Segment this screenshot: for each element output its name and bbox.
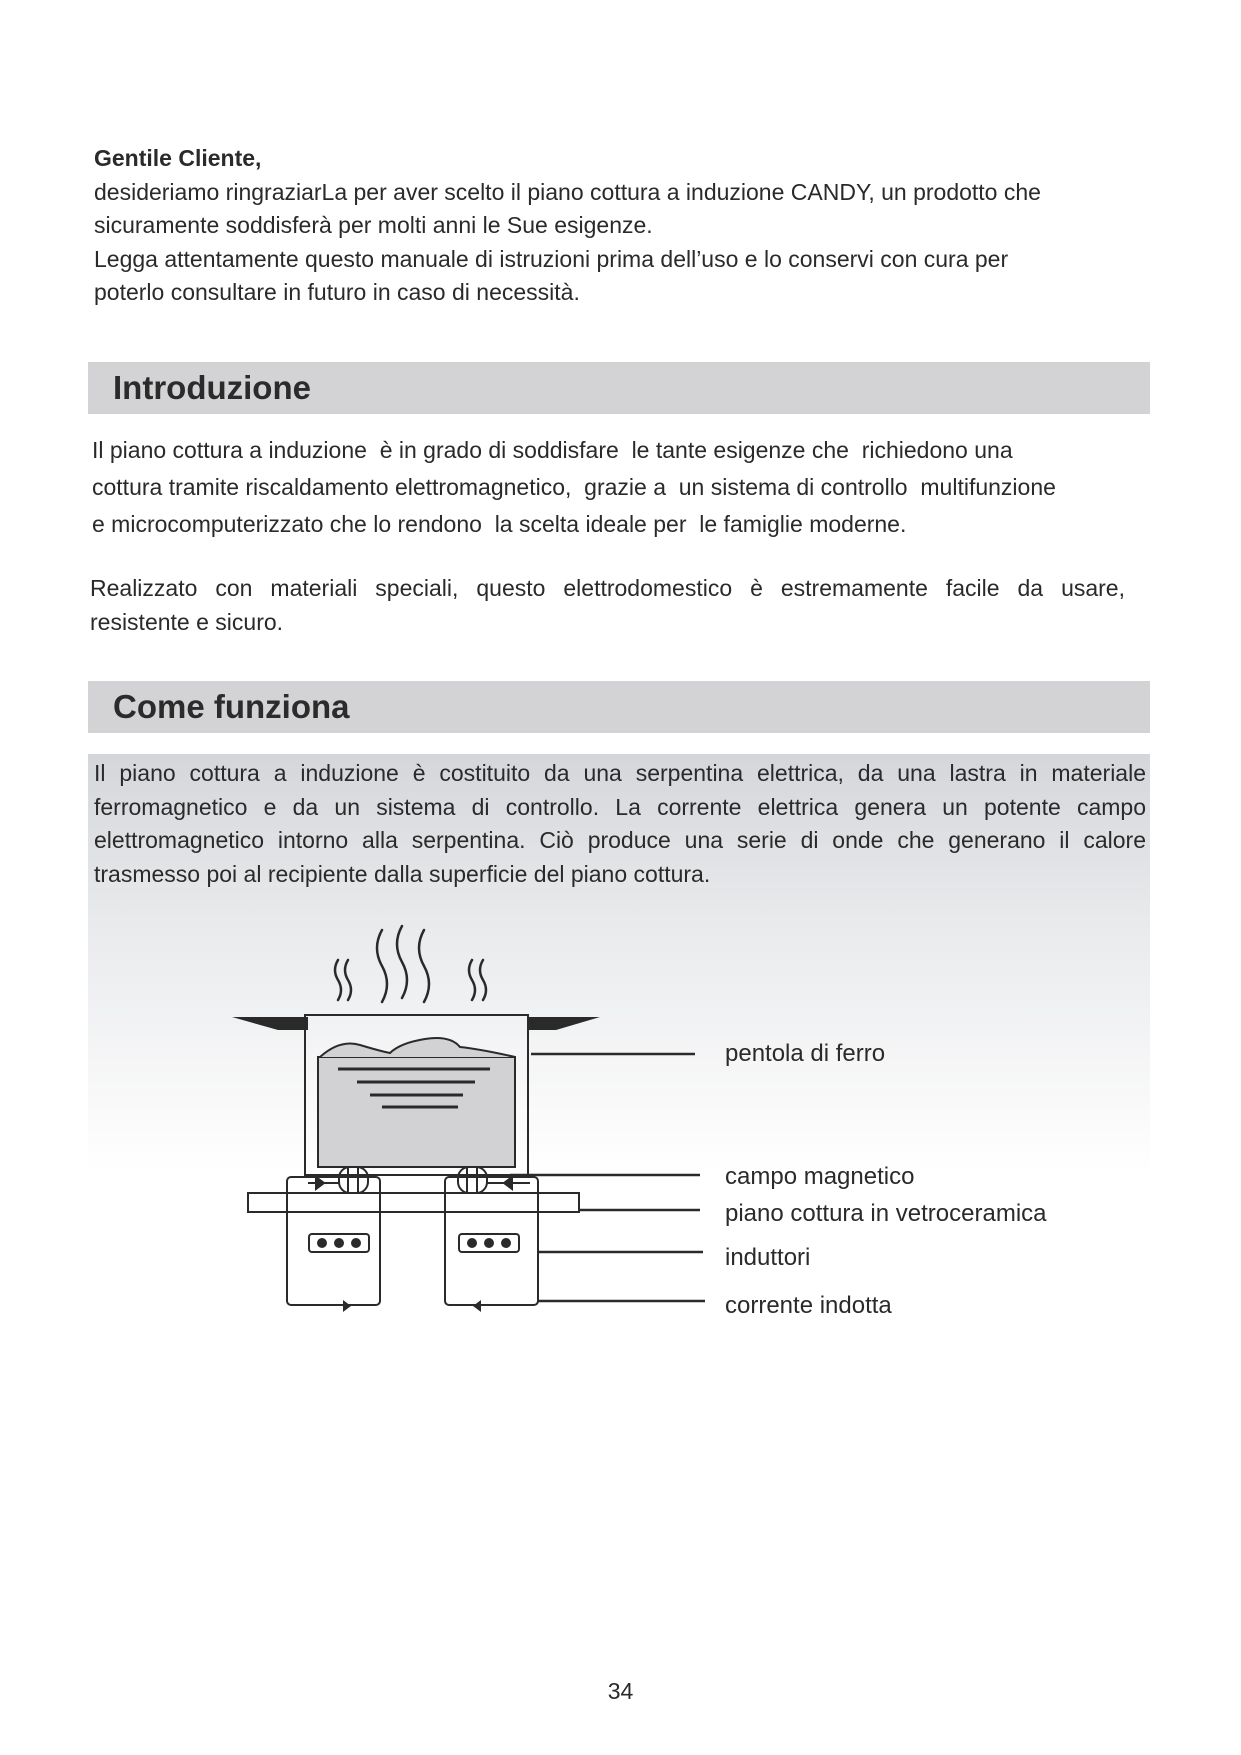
greeting-line: poterlo consultare in futuro in caso di necessità. [94, 279, 580, 305]
greeting-line: desideriamo ringraziarLa per aver scelto il piano cottura a induzione CANDY, un prodotto che [94, 178, 1041, 205]
pot-icon [232, 1015, 600, 1175]
label-campo-magnetico: campo magnetico [725, 1163, 915, 1190]
greeting-line: sicuramente soddisferà per molti anni le Sue esigenze. [94, 212, 653, 238]
label-induttori: induttori [725, 1244, 811, 1271]
leader-lines [510, 1054, 705, 1301]
paragraph-line: Il piano cottura a induzione è in grado di soddisfare le tante esigenze che richiedono una [92, 437, 1013, 463]
paragraph-line: cottura tramite riscaldamento elettromagnetico, grazie a un sistema di controllo multifunzione [92, 474, 1056, 500]
paragraph-line: Il piano cottura a induzione è costituito da una serpentina elettrica, da una lastra in materiale [94, 760, 1146, 786]
label-corrente-indotta: corrente indotta [725, 1292, 892, 1319]
steam-icon [335, 926, 486, 1002]
paragraph-line: resistente e sicuro. [90, 609, 284, 635]
label-piano-cottura: piano cottura in vetroceramica [725, 1200, 1047, 1227]
greeting-title: Gentile Cliente, [94, 145, 262, 171]
label-pentola: pentola di ferro [725, 1040, 886, 1067]
section-title: Introduzione [113, 369, 311, 406]
paragraph-line: Realizzato con materiali speciali, questo elettrodomestico è estremamente facile da usare, [90, 575, 1125, 601]
paragraph-line: trasmesso poi al recipiente dalla superficie del piano cottura. [94, 860, 711, 887]
page-number: 34 [607, 1678, 634, 1704]
magnetic-field-icon [308, 1167, 530, 1193]
paragraph-line: elettromagnetico intorno alla serpentina. Ciò produce una serie di onde che generano il calore [94, 827, 1146, 853]
section-title: Come funziona [113, 688, 350, 725]
glass-ceramic-hob [248, 1193, 579, 1212]
paragraph-line: e microcomputerizzato che lo rendono la scelta ideale per le famiglie moderne. [92, 511, 907, 537]
paragraph-line: ferromagnetico e da un sistema di controllo. La corrente elettrica genera un potente campo [94, 793, 1146, 820]
greeting-line: Legga attentamente questo manuale di istruzioni prima dell’uso e lo conservi con cura per [94, 245, 1009, 272]
